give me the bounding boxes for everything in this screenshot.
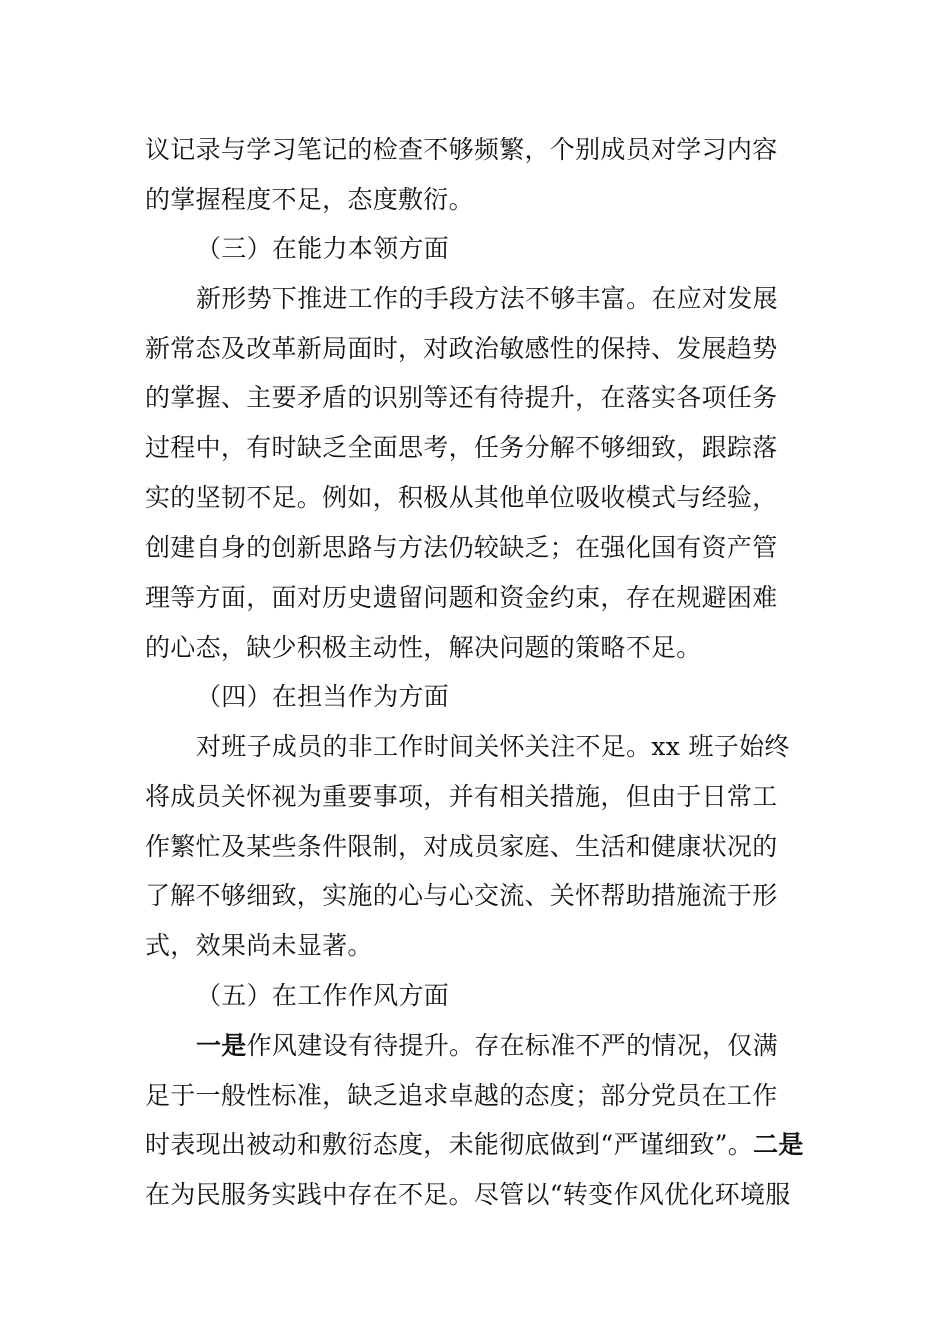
text-line: [145, 1127, 804, 1163]
paragraph-first-line: 新形势下推进工作的手段方法不够丰富。在应对发展: [196, 284, 778, 313]
bold-lead-two: 二是: [753, 1130, 804, 1159]
paragraph-first-line: [196, 1028, 778, 1064]
text-line: 在为民服务实践中存在不足。尽管以“转变作风优化环境服: [145, 1180, 791, 1209]
text-line: 实的坚韧不足。例如，积极从其他单位吸收模式与经验，: [145, 483, 778, 512]
text-line: 将成员关怀视为重要事项，并有相关措施，但由于日常工: [145, 782, 778, 811]
text-line: 创建自身的创新思路与方法仍较缺乏；在强化国有资产管: [145, 533, 778, 562]
text-line: 式，效果尚未显著。: [145, 931, 373, 960]
paragraph-first-line: 对班子成员的非工作时间关怀关注不足。xx 班子始终: [196, 732, 790, 761]
section-heading-five: （五）在工作作风方面: [196, 981, 450, 1010]
text-line: 新常态及改革新局面时，对政治敏感性的保持、发展趋势: [145, 334, 778, 363]
text-line: 的心态，缺少积极主动性，解决问题的策略不足。: [145, 633, 702, 662]
text-line: 了解不够细致，实施的心与心交流、关怀帮助措施流于形: [145, 881, 778, 910]
text-line: 作繁忙及某些条件限制，对成员家庭、生活和健康状况的: [145, 832, 778, 861]
section-heading-three: （三）在能力本领方面: [196, 234, 450, 263]
text-run: 作风建设有待提升。存在标准不严的情况，仅满: [246, 1031, 778, 1060]
text-line: 的掌握、主要矛盾的识别等还有待提升，在落实各项任务: [145, 383, 778, 412]
text-line: 足于一般性标准，缺乏追求卓越的态度；部分党员在工作: [145, 1081, 778, 1110]
text-line: 的掌握程度不足，态度敷衍。: [145, 185, 474, 214]
text-line: 理等方面，面对历史遗留问题和资金约束，存在规避困难: [145, 583, 778, 612]
section-heading-four: （四）在担当作为方面: [196, 682, 450, 711]
text-line: 议记录与学习笔记的检查不够频繁，个别成员对学习内容: [145, 135, 778, 164]
text-line: 过程中，有时缺乏全面思考，任务分解不够细致，跟踪落: [145, 433, 778, 462]
text-run: 时表现出被动和敷衍态度，未能彻底做到“严谨细致”。: [145, 1130, 754, 1159]
bold-lead-one: 一是: [196, 1031, 247, 1060]
